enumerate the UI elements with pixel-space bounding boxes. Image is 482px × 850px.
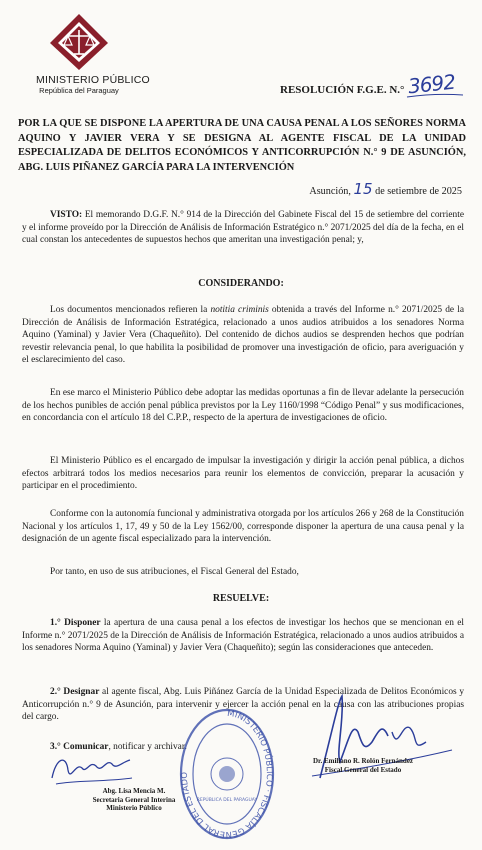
ministerio-publico-logo xyxy=(36,12,150,95)
stamp-inner-text: REPÚBLICA DEL PARAGUAY xyxy=(196,798,258,803)
resolution-title: POR LA QUE SE DISPONE LA APERTURA DE UNA CAUSA PENAL A LOS SEÑORES NORMA AQUINO Y JAVIER VERA Y SE DESIGNA AL AGENTE FISCAL DE LA UNIDAD ESPECIALIZADA DE DELITOS ECONÓMICOS Y ANTICORRUPCIÓN N.° 9 DE ASUNCIÓN, ABG. LUIS PIÑANEZ GARCÍA PARA LA INTERVENCIÓN xyxy=(18,118,466,173)
document-date xyxy=(309,180,462,198)
p1-text-a: Los documentos mencionados refieren la xyxy=(50,305,211,315)
p2-text: En ese marco el Ministerio Público debe adoptar las medidas oportunas a fin de llevar adelante la persecución de los hechos punibles de acción penal pública previstos por la Ley 1160/1998 “Código Penal” y sus modificaciones, en concordancia con el artículo 18 del C.P.P., respecto de la apertura de investigaciones de oficio. xyxy=(22,388,464,424)
org-subtitle: República del Paraguay xyxy=(39,86,119,95)
p3-text: El Ministerio Público es el encargado de impulsar la investigación y dirigir la acción penal pública, a dichos efectos arbitrará todos los medios necesarios para reunir los elementos de convicción, preparar la acusación y participar en el procedimiento. xyxy=(22,456,464,492)
date-suffix: de setiembre de 2025 xyxy=(375,186,462,197)
date-day: 15 xyxy=(353,180,373,198)
date-prefix: Asunción, xyxy=(309,186,351,197)
r3-text: , notificar y archivar. xyxy=(108,742,187,752)
r2-text: al agente fiscal, Abg. Luis Piñánez García de la Unidad Especializada de Delitos Económicos y Anticorrupción n.° 9 de Asunción, para intervenir y ejercer la acción penal en la causa con las atribuciones propias del cargo. xyxy=(22,687,465,723)
resuelve-item-1 xyxy=(22,617,464,655)
considerando-paragraph-4 xyxy=(22,508,464,546)
resolution-label: RESOLUCIÓN F.G.E. N.° xyxy=(280,84,405,96)
scales-emblem-icon xyxy=(48,12,110,72)
p5-text: Por tanto, en uso de sus atribuciones, el Fiscal General del Estado, xyxy=(50,567,299,577)
org-name: MINISTERIO PÚBLICO xyxy=(36,74,150,86)
number-underline xyxy=(405,92,465,100)
r3-label: 3.° Comunicar xyxy=(50,742,109,752)
right-signer-name: Dr. Emiliano R. Rolón Fernández xyxy=(312,757,414,765)
r1-label: 1.° Disponer xyxy=(50,618,101,628)
considerando-heading: CONSIDERANDO: xyxy=(198,278,284,289)
r1-text: la apertura de una causa penal a los efectos de investigar los hechos que se mencionan en el Informe n.° 2071/2025 de la Dirección de Análisis de Información Estratégica, relacionado a unos audios atribuidos a los senadores Norma Aquino (Yaminal) y Javier Vera (Chaqueñito); según las consideraciones que anteceden. xyxy=(22,618,464,654)
stamp-outer-text: MINISTERIO PÚBLICO · FISCALÍA GENERAL DEL ESTADO xyxy=(179,708,274,840)
considerando-paragraph-3 xyxy=(22,455,464,493)
visto-paragraph xyxy=(22,209,464,247)
considerando-paragraph-1 xyxy=(22,304,464,367)
resolution-number: 3692 xyxy=(406,69,457,99)
visto-text: El memorando D.G.F. N.° 914 de la Dirección del Gabinete Fiscal del 15 de setiembre del corriente y el informe proveído por la Dirección de Análisis de Información Estratégico n.° 2071/2025 del día de la fecha, en el cual constan los antecedentes de supuestos hechos que ameritan una investigación penal; y, xyxy=(22,210,464,246)
left-handwritten-signature xyxy=(46,748,136,788)
right-signature-block xyxy=(288,757,438,774)
right-signer-title: Fiscal General del Estado xyxy=(324,765,402,774)
left-signer-title: Secretaria General Interina xyxy=(92,795,176,804)
resuelve-heading: RESUELVE: xyxy=(212,593,270,604)
p1-italic: notitia criminis xyxy=(210,305,269,315)
official-seal-stamp xyxy=(177,706,277,842)
p4-text: Conforme con la autonomía funcional y administrativa otorgada por los artículos 266 y 268 de la Constitución Nacional y los artículos 1, 17, 49 y 50 de la Ley 1562/00, corresponde disponer la apertura de una causa penal y la designación de un agente fiscal especializado para la intervención. xyxy=(22,509,464,545)
considerando-paragraph-5 xyxy=(22,566,464,579)
r2-label: 2.° Designar xyxy=(50,687,100,697)
p1-text-b: obtenida a través del Informe n.° 2071/2025 de la Dirección de Análisis de Información Estratégica, relacionado a unos audios atribuidos a los senadores Norma Aquino (Yaminal) y Javier Vera (Chaqueñito). Del contenido de dichos audios se desprenden hechos que podrían revestir relevancia penal, lo que habilita la posibilidad de promover una investigación de oficio, para averiguación y el esclarecimiento del caso. xyxy=(22,305,464,366)
visto-label: VISTO: xyxy=(50,210,83,220)
left-signer-org: Ministerio Público xyxy=(106,804,162,812)
left-signer-name: Abg. Lisa Mencia M. xyxy=(102,787,166,795)
considerando-paragraph-2 xyxy=(22,387,464,425)
